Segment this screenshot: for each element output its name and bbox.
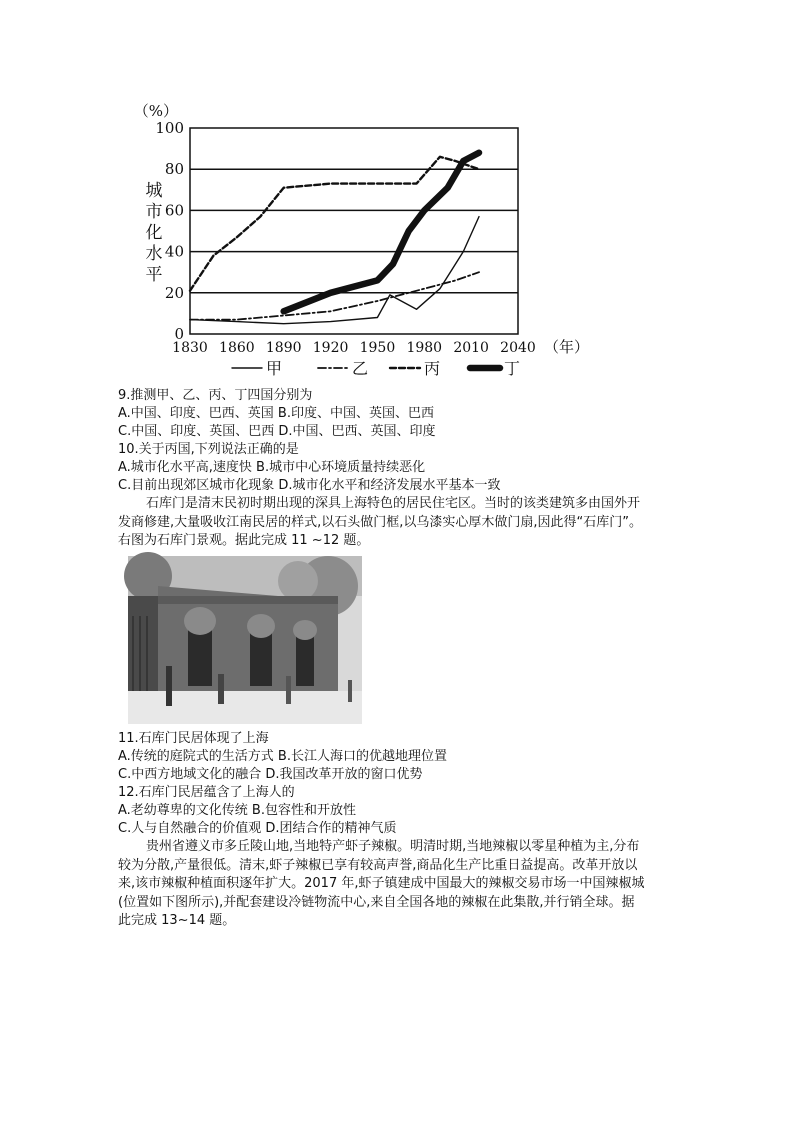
intro-line: (位置如下图所示),并配套建设冷链物流中心,来自全国各地的辣椒在此集散,并行销全球。据: [118, 894, 635, 910]
y-axis-label-char: 市: [145, 202, 163, 222]
intro-line: 来,该市辣椒种植面积逐年扩大。2017 年,虾子镇建成中国最大的辣椒交易市场一中国辣椒城: [118, 876, 645, 891]
x-unit-label: （年）: [544, 338, 590, 356]
question-10-stem: 10.关于丙国,下列说法正确的是: [118, 442, 299, 457]
intro-line: 贵州省遵义市多丘陵山地,当地特产虾子辣椒。明清时期,当地辣椒以零星种植为主,分布: [146, 839, 640, 854]
y-tick-label: 80: [164, 160, 184, 179]
y-tick-label: 60: [164, 201, 184, 220]
shikumen-photo-illustration: [128, 556, 362, 724]
intro-line: 发商修建,大量吸收江南民居的样式,以石头做门框,以乌漆实心厚木做门扇,因此得“石库门”。: [118, 514, 642, 530]
urbanization-chart: [133, 96, 590, 386]
y-axis-label-char: 水: [145, 244, 163, 264]
x-tick-label: 2040: [500, 340, 536, 356]
intro-line: 石库门是清末民初时期出现的深具上海特色的居民住宅区。当时的该类建筑多由国外开: [146, 496, 641, 511]
series-line-丙: [190, 157, 479, 291]
question-10-options-cd: C.目前出现郊区城市化现象 D.城市化水平和经济发展水平基本一致: [118, 478, 501, 493]
urbanization-line-chart: [133, 96, 590, 386]
y-tick-label: 40: [164, 242, 184, 261]
x-tick-label: 1950: [359, 340, 396, 356]
legend-label: 丁: [504, 359, 521, 378]
question-11-options-cd: C.中西方地域文化的融合 D.我国改革开放的窗口优势: [118, 767, 423, 782]
series-line-丁: [284, 153, 479, 312]
intro-line: 较为分散,产量很低。清末,虾子辣椒已享有较高声誉,商品化生产比重日益提高。改革开放以: [118, 857, 638, 873]
x-tick-label: 1860: [219, 340, 255, 356]
legend-label: 丙: [424, 359, 441, 378]
x-tick-label: 1890: [265, 340, 302, 356]
y-axis-label-char: 平: [145, 265, 163, 285]
y-unit-label: （%）: [133, 102, 178, 120]
question-9-stem: 9.推测甲、乙、丙、丁四国分别为: [118, 388, 313, 403]
legend-label: 乙: [352, 359, 369, 378]
y-axis-label-char: 城: [145, 181, 163, 201]
y-tick-label: 100: [155, 119, 184, 137]
question-9-options-cd: C.中国、印度、英国、巴西 D.中国、巴西、英国、印度: [118, 424, 436, 439]
shikumen-intro-paragraph: [118, 495, 678, 551]
x-tick-label: 1830: [172, 340, 208, 356]
legend-label: 甲: [266, 359, 283, 378]
question-9-options-ab: A.中国、印度、巴西、英国 B.印度、中国、英国、巴西: [118, 406, 434, 421]
question-10-options-ab: A.城市化水平高,速度快 B.城市中心环境质量持续恶化: [118, 460, 426, 475]
question-11-options-ab: A.传统的庭院式的生活方式 B.长江人海口的优越地理位置: [118, 749, 447, 764]
question-12-stem: 12.石库门民居蕴含了上海人的: [118, 785, 295, 800]
chili-intro-paragraph: [118, 838, 678, 931]
question-11-stem: 11.石库门民居体现了上海: [118, 731, 269, 746]
intro-line: 此完成 13~14 题。: [118, 913, 236, 928]
x-tick-label: 1920: [312, 340, 349, 356]
shikumen-photo: [128, 556, 362, 724]
question-12-options-cd: C.人与自然融合的价值观 D.团结合作的精神气质: [118, 821, 397, 836]
x-tick-label: 2010: [453, 340, 489, 356]
y-axis-label-char: 化: [145, 223, 163, 243]
x-tick-label: 1980: [406, 340, 443, 356]
series-line-乙: [190, 272, 479, 319]
y-tick-label: 20: [164, 283, 184, 302]
question-12-options-ab: A.老幼尊卑的文化传统 B.包容性和开放性: [118, 803, 356, 818]
y-tick-label: 0: [174, 325, 184, 343]
series-line-甲: [190, 217, 479, 324]
intro-line: 右图为石库门景观。据此完成 11 ~12 题。: [118, 533, 370, 548]
